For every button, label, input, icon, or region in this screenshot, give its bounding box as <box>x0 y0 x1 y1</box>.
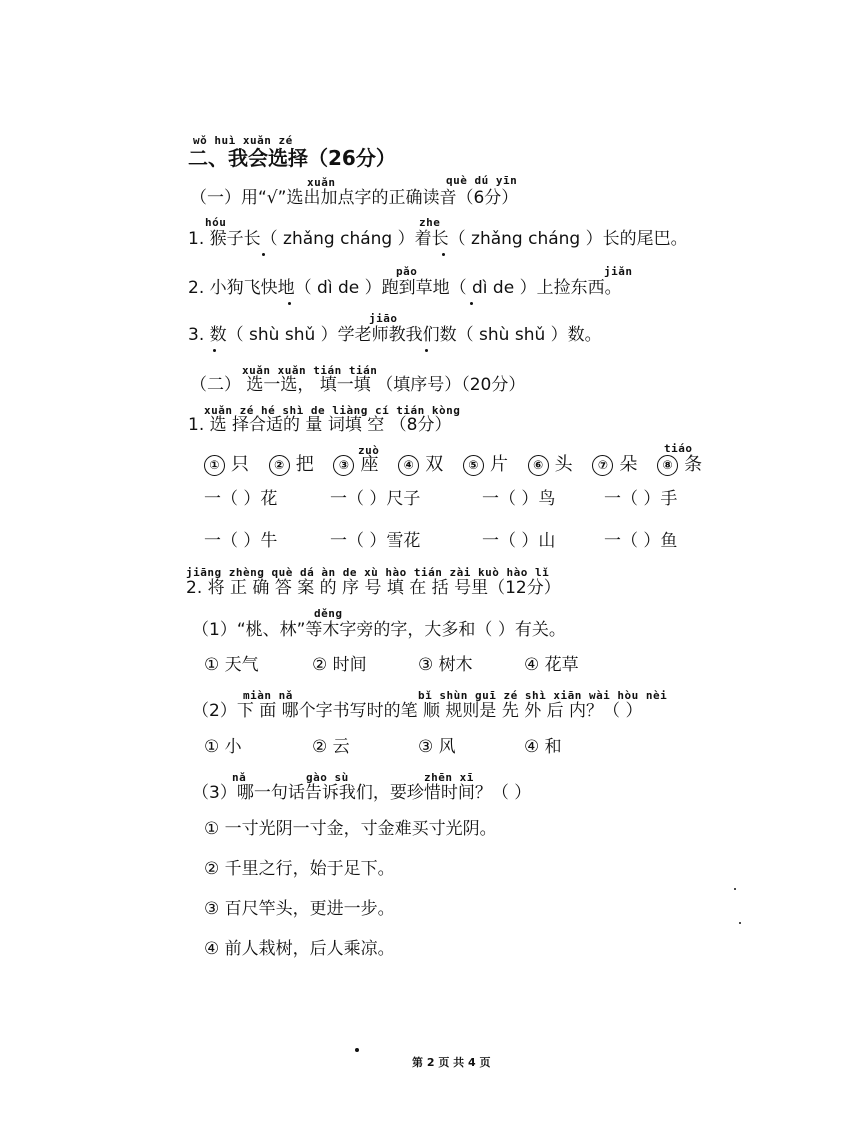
part2-title: （二） 选一选， 填一填 （填序号）（20分） <box>190 375 526 395</box>
option-word: 把 <box>295 454 314 475</box>
option-word: 头 <box>554 454 573 475</box>
option-word: 条 <box>684 454 703 475</box>
sub2-question-2: （2）下 面 哪个字书写时的笔 顺 规则是 先 外 后 内？（ ） <box>192 701 643 721</box>
fill-row-1-item-3: 一（ ）鸟 <box>482 489 556 509</box>
option-word: 双 <box>425 454 444 475</box>
sub2-q1-pinyin: děng <box>314 607 343 620</box>
q2-pinyin-jian: jiǎn <box>604 265 633 278</box>
sub2-q3-pinyin-2: gào sù <box>306 771 349 784</box>
sub2-question-1: （1）“桃、林”等木字旁的字，大多和（ ）有关。 <box>192 620 566 640</box>
sub2-q3-choice-2: ② 千里之行，始于足下。 <box>204 859 395 879</box>
sub2-q3-choice-1: ① 一寸光阴一寸金，寸金难买寸光阴。 <box>204 819 497 839</box>
option-marker: ⑦ <box>592 455 613 476</box>
fill-row-2-item-1: 一（ ）牛 <box>204 531 278 551</box>
option-marker: ④ <box>398 455 419 476</box>
emphasis-dot <box>442 253 445 256</box>
q1-pinyin-zhe: zhe <box>419 216 441 229</box>
option-marker: ① <box>204 455 225 476</box>
fill-row-1-item-1: 一（ ）花 <box>204 489 278 509</box>
option-pinyin-zuo: zuò <box>358 444 380 457</box>
sub2-q2-pinyin-2: bǐ shùn guī zé shì xiān wài hòu nèi <box>418 689 668 702</box>
sub2-title: 2. 将 正 确 答 案 的 序 号 填 在 括 号里（12分） <box>186 578 561 598</box>
question-1: 1. 猴子长（ zhǎng cháng ）着长（ zhǎng cháng ）长的尾巴。 <box>188 229 688 249</box>
option-word: 只 <box>231 454 249 475</box>
q2-pinyin-pao: pǎo <box>396 265 418 278</box>
sub2-q1-choice-4: ④ 花草 <box>524 655 579 675</box>
part1-title: （一）用“√”选出加点字的正确读音（6分） <box>190 188 519 208</box>
option-marker: ③ <box>333 455 354 476</box>
part1-pinyin-xuan: xuǎn <box>307 176 336 189</box>
emphasis-dot <box>425 349 428 352</box>
sub2-question-3: （3）哪一句话告诉我们，要珍惜时间？（ ） <box>192 783 532 803</box>
emphasis-dot <box>470 302 473 305</box>
option-marker: ⑧ <box>657 455 678 476</box>
sub2-q1-choice-2: ② 时间 <box>312 655 367 675</box>
sub2-q3-pinyin-3: zhēn xī <box>424 771 474 784</box>
part2-pinyin: xuǎn xuǎn tián tián <box>242 364 378 377</box>
sub2-q2-choice-3: ③ 风 <box>418 737 456 757</box>
fill-row-2-item-4: 一（ ）鱼 <box>604 531 678 551</box>
fill-row-2-item-2: 一（ ）雪花 <box>330 531 421 551</box>
measure-word-options <box>204 454 702 476</box>
question-3: 3. 数（ shù shǔ ）学老师教我们数（ shù shǔ ）数。 <box>188 325 602 345</box>
sub2-q2-choice-1: ① 小 <box>204 737 242 757</box>
q3-pinyin-jiao: jiāo <box>369 312 398 325</box>
part1-pinyin-queduyin: què dú yīn <box>446 174 518 187</box>
scan-speck <box>355 1048 359 1052</box>
sub2-q2-pinyin: miàn nǎ <box>243 689 293 702</box>
question-2: 2. 小狗飞快地（ dì de ）跑到草地（ dì de ）上捡东西。 <box>188 278 622 298</box>
sub2-q1-choice-3: ③ 树木 <box>418 655 473 675</box>
section-pinyin: wǒ huì xuǎn zé <box>193 134 293 147</box>
option-word: 座 <box>360 454 379 475</box>
sub2-q1-choice-1: ① 天气 <box>204 655 259 675</box>
scan-speck <box>734 888 736 890</box>
fill-row-2-item-3: 一（ ）山 <box>482 531 556 551</box>
option-word: 片 <box>489 454 508 475</box>
sub2-q3-choice-4: ④ 前人栽树，后人乘凉。 <box>204 939 395 959</box>
sub2-q2-choice-2: ② 云 <box>312 737 350 757</box>
sub2-pinyin: jiāng zhèng què dá àn de xù hào tián zài kuò hào lǐ <box>186 566 550 579</box>
option-word: 朵 <box>619 454 638 475</box>
q1-pinyin-hou: hóu <box>205 216 227 229</box>
sub2-q2-choice-4: ④ 和 <box>524 737 562 757</box>
emphasis-dot <box>213 349 216 352</box>
sub1-pinyin: xuǎn zé hé shì de liàng cí tián kòng <box>204 404 461 417</box>
fill-row-1-item-4: 一（ ）手 <box>604 489 678 509</box>
sub1-title: 1. 选 择合适的 量 词填 空 （8分） <box>188 415 452 435</box>
sub2-q3-pinyin: nǎ <box>232 771 247 784</box>
option-marker: ⑤ <box>463 455 484 476</box>
sub2-q3-choice-3: ③ 百尺竿头，更进一步。 <box>204 899 395 919</box>
emphasis-dot <box>288 302 291 305</box>
option-pinyin-tiao: tiáo <box>664 442 693 455</box>
option-marker: ⑥ <box>528 455 549 476</box>
section-title: 二、我会选择（26分） <box>188 146 396 170</box>
emphasis-dot <box>262 253 265 256</box>
page-footer: 第 2 页 共 4 页 <box>412 1056 491 1069</box>
scan-speck <box>739 922 741 924</box>
option-marker: ② <box>269 455 290 476</box>
fill-row-1-item-2: 一（ ）尺子 <box>330 489 421 509</box>
